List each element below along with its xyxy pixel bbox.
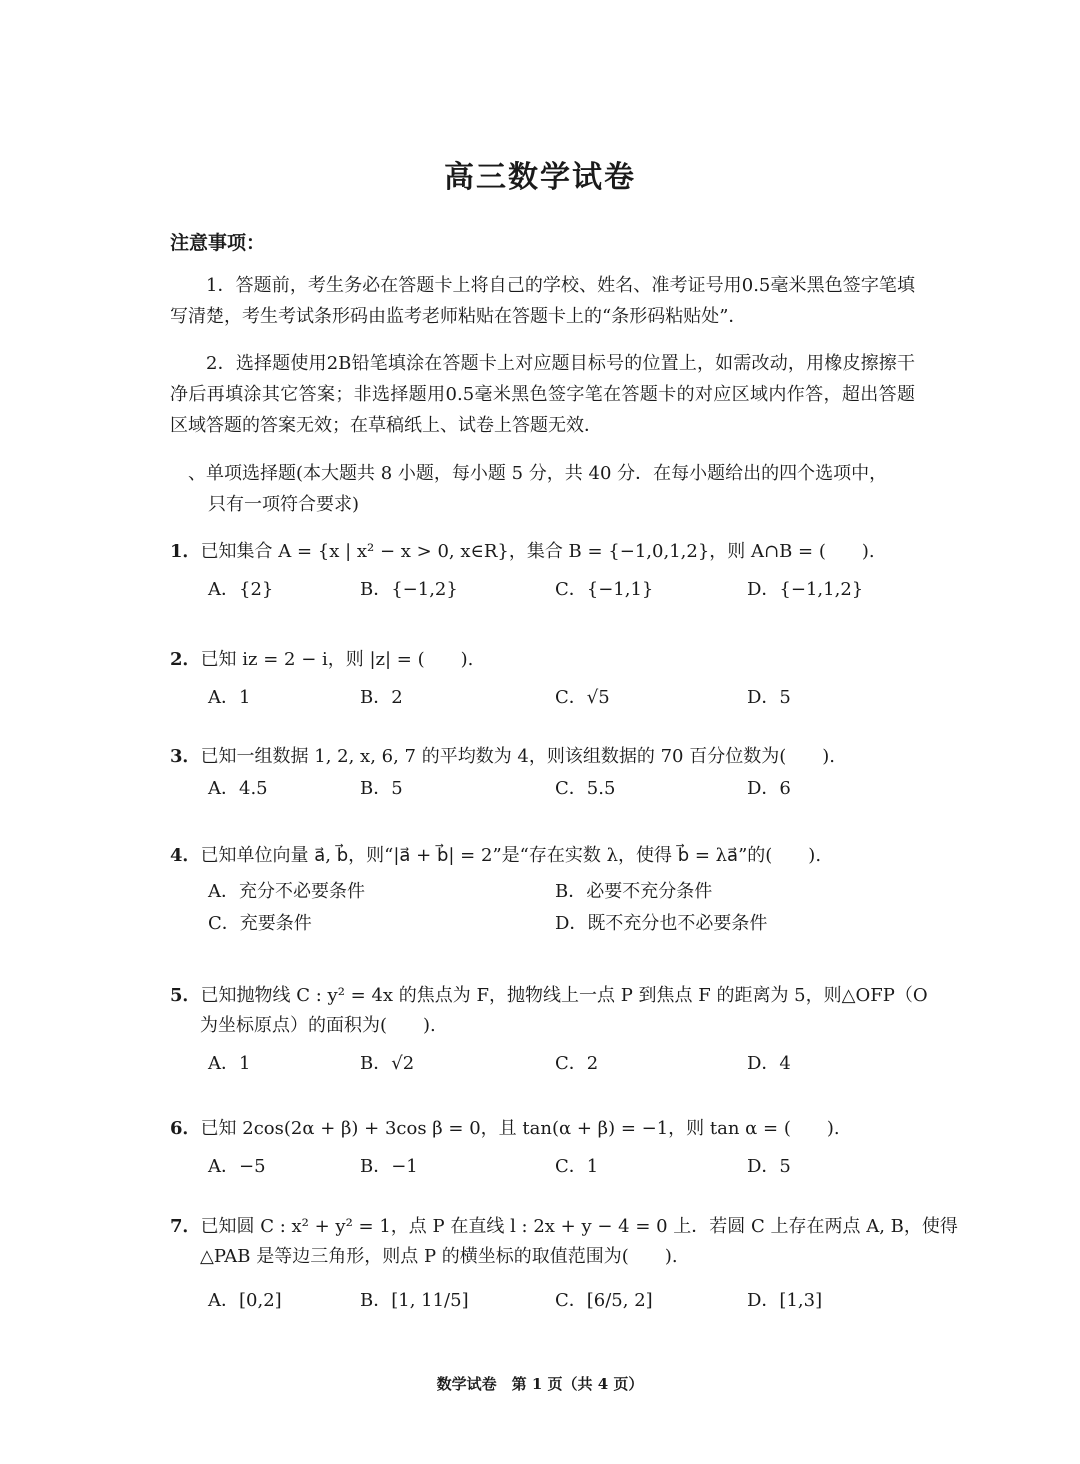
options-row — [170, 575, 915, 607]
question-number: 2． — [170, 649, 201, 670]
question-stem — [170, 1114, 915, 1144]
option-b: B．√2 — [360, 1053, 415, 1074]
option-b: B．必要不充分条件 — [555, 881, 713, 902]
option-d: D．4 — [747, 1053, 791, 1074]
options-row — [170, 1286, 915, 1318]
question-number: 6． — [170, 1118, 201, 1139]
option-a: A．[0,2] — [208, 1290, 282, 1311]
question-number: 7． — [170, 1216, 201, 1237]
option-a: A．1 — [208, 1053, 251, 1074]
section-heading — [188, 458, 918, 520]
question-stem — [170, 1212, 958, 1242]
question-text: 已知集合 A = {x | x² − x > 0, x∈R}，集合 B = {−1,0,1,2}，则 A∩B = ( ). — [200, 541, 875, 562]
question-5 — [170, 981, 928, 1081]
question-text: 已知抛物线 C : y² = 4x 的焦点为 F，抛物线上一点 P 到焦点 F 的距离为 5，则△OFP（O — [200, 985, 928, 1006]
option-a: A．1 — [208, 687, 251, 708]
options-grid — [170, 877, 915, 941]
option-a: A．−5 — [208, 1156, 266, 1177]
options-row — [170, 1152, 915, 1184]
question-number: 1． — [170, 541, 201, 562]
question-number: 4． — [170, 845, 201, 866]
question-stem — [170, 742, 915, 772]
section-line-1: 、单项选择题(本大题共 8 小题，每小题 5 分，共 40 分．在每小题给出的四个选项中， — [188, 463, 888, 484]
option-a: A．充分不必要条件 — [208, 881, 365, 902]
options-row — [170, 774, 915, 806]
options-row — [170, 1049, 915, 1081]
notice-heading: 注意事项： — [170, 232, 266, 254]
option-c: C．5.5 — [555, 778, 616, 799]
option-b: B．5 — [360, 778, 403, 799]
question-stem — [170, 841, 915, 871]
question-text: 已知圆 C : x² + y² = 1，点 P 在直线 l : 2x + y − 4 = 0 上．若圆 C 上存在两点 A, B，使得 — [200, 1216, 958, 1237]
question-text: 已知 2cos(2α + β) + 3cos β = 0，且 tan(α + β) = −1，则 tan α = ( ). — [200, 1118, 840, 1139]
section-line-2: 只有一项符合要求) — [208, 494, 360, 515]
page-footer: 数学试卷 第 1 页（共 4 页） — [436, 1375, 644, 1393]
question-1 — [170, 537, 915, 607]
question-4 — [170, 841, 915, 941]
notice-item-2: 2．选择题使用2B铅笔填涂在答题卡上对应题目标号的位置上，如需改动，用橡皮擦擦干净后再填涂其它答案；非选择题用0.5毫米黑色签字笔在答题卡的对应区域内作答，超出答题区域答题的答案无效；在草稿纸上、试卷上答题无效． — [170, 353, 915, 436]
question-3 — [170, 742, 915, 806]
options-row — [170, 683, 915, 715]
question-number: 3． — [170, 746, 201, 767]
option-c: C．1 — [555, 1156, 599, 1177]
question-text: 已知单位向量 a⃗, b⃗，则“|a⃗ + b⃗| = 2”是“存在实数 λ，使得 b⃗ = λa⃗”的( ). — [200, 845, 822, 866]
option-c: C．{−1,1} — [555, 579, 654, 600]
option-d: D．6 — [747, 778, 791, 799]
question-text: 已知 iz = 2 − i，则 |z| = ( ). — [200, 649, 474, 670]
option-b: B．−1 — [360, 1156, 418, 1177]
question-text-continued: △PAB 是等边三角形，则点 P 的横坐标的取值范围为( ). — [200, 1246, 678, 1267]
question-stem — [170, 645, 915, 675]
option-d: D．5 — [747, 687, 791, 708]
question-6 — [170, 1114, 915, 1184]
notice-item-1: 1．答题前，考生务必在答题卡上将自己的学校、姓名、准考证号用0.5毫米黑色签字笔填写清楚，考生考试条形码由监考老师粘贴在答题卡上的“条形码粘贴处”． — [170, 275, 915, 327]
option-d: D．5 — [747, 1156, 791, 1177]
question-stem — [170, 537, 915, 567]
option-d: D．{−1,1,2} — [747, 579, 864, 600]
option-c: C．√5 — [555, 687, 610, 708]
question-2 — [170, 645, 915, 715]
option-a: A．{2} — [208, 579, 274, 600]
option-a: A．4.5 — [208, 778, 268, 799]
option-c: C．充要条件 — [208, 913, 312, 934]
option-b: B．{−1,2} — [360, 579, 458, 600]
question-text-continued: 为坐标原点）的面积为( ). — [200, 1015, 436, 1036]
question-7 — [170, 1212, 958, 1318]
option-d: D．既不充分也不必要条件 — [555, 913, 768, 934]
option-c: C．[6/5, 2] — [555, 1290, 653, 1311]
option-b: B．2 — [360, 687, 403, 708]
question-stem — [170, 981, 928, 1011]
page-title: 高三数学试卷 — [444, 160, 636, 195]
option-b: B．[1, 11/5] — [360, 1290, 469, 1311]
question-text: 已知一组数据 1, 2, x, 6, 7 的平均数为 4，则该组数据的 70 百分位数为( ). — [200, 746, 835, 767]
option-c: C．2 — [555, 1053, 599, 1074]
option-d: D．[1,3] — [747, 1290, 823, 1311]
question-number: 5． — [170, 985, 201, 1006]
